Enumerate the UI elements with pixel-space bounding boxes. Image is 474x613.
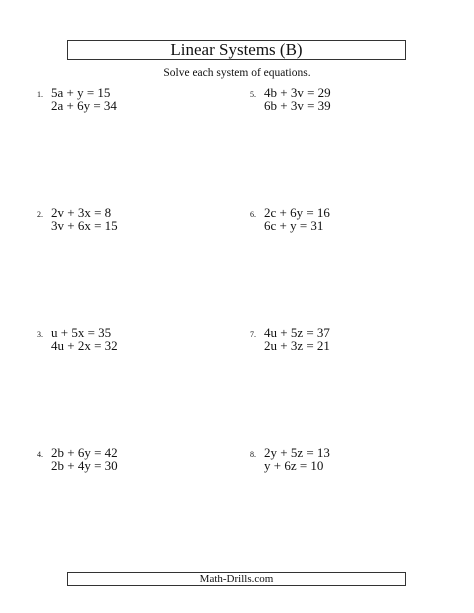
problem-number: 3. <box>37 330 43 339</box>
problem-number: 5. <box>250 90 256 99</box>
equation-2: 2u + 3z = 21 <box>264 338 330 353</box>
equation-2: 3v + 6x = 15 <box>51 218 118 233</box>
equation-1: 5a + y = 15 <box>51 85 111 100</box>
problem-number: 1. <box>37 90 43 99</box>
equation-2: 2b + 4y = 30 <box>51 458 118 473</box>
equation-2: 6b + 3v = 39 <box>264 98 331 113</box>
problem-number: 4. <box>37 450 43 459</box>
equation-2: 4u + 2x = 32 <box>51 338 118 353</box>
problem-number: 7. <box>250 330 256 339</box>
equation-1: 2c + 6y = 16 <box>264 205 330 220</box>
equation-1: u + 5x = 35 <box>51 325 112 340</box>
equation-2: 6c + y = 31 <box>264 218 324 233</box>
equation-2: y + 6z = 10 <box>264 458 324 473</box>
instructions: Solve each system of equations. <box>163 67 311 79</box>
problem-number: 2. <box>37 210 43 219</box>
equation-1: 2v + 3x = 8 <box>51 205 112 220</box>
equation-1: 4b + 3v = 29 <box>264 85 331 100</box>
worksheet-title: Linear Systems (B) <box>67 40 406 60</box>
equation-1: 2y + 5z = 13 <box>264 445 330 460</box>
equation-2: 2a + 6y = 34 <box>51 98 117 113</box>
problem-number: 8. <box>250 450 256 459</box>
equation-1: 4u + 5z = 37 <box>264 325 330 340</box>
equation-1: 2b + 6y = 42 <box>51 445 118 460</box>
problem-number: 6. <box>250 210 256 219</box>
footer-website: Math-Drills.com <box>67 572 406 586</box>
